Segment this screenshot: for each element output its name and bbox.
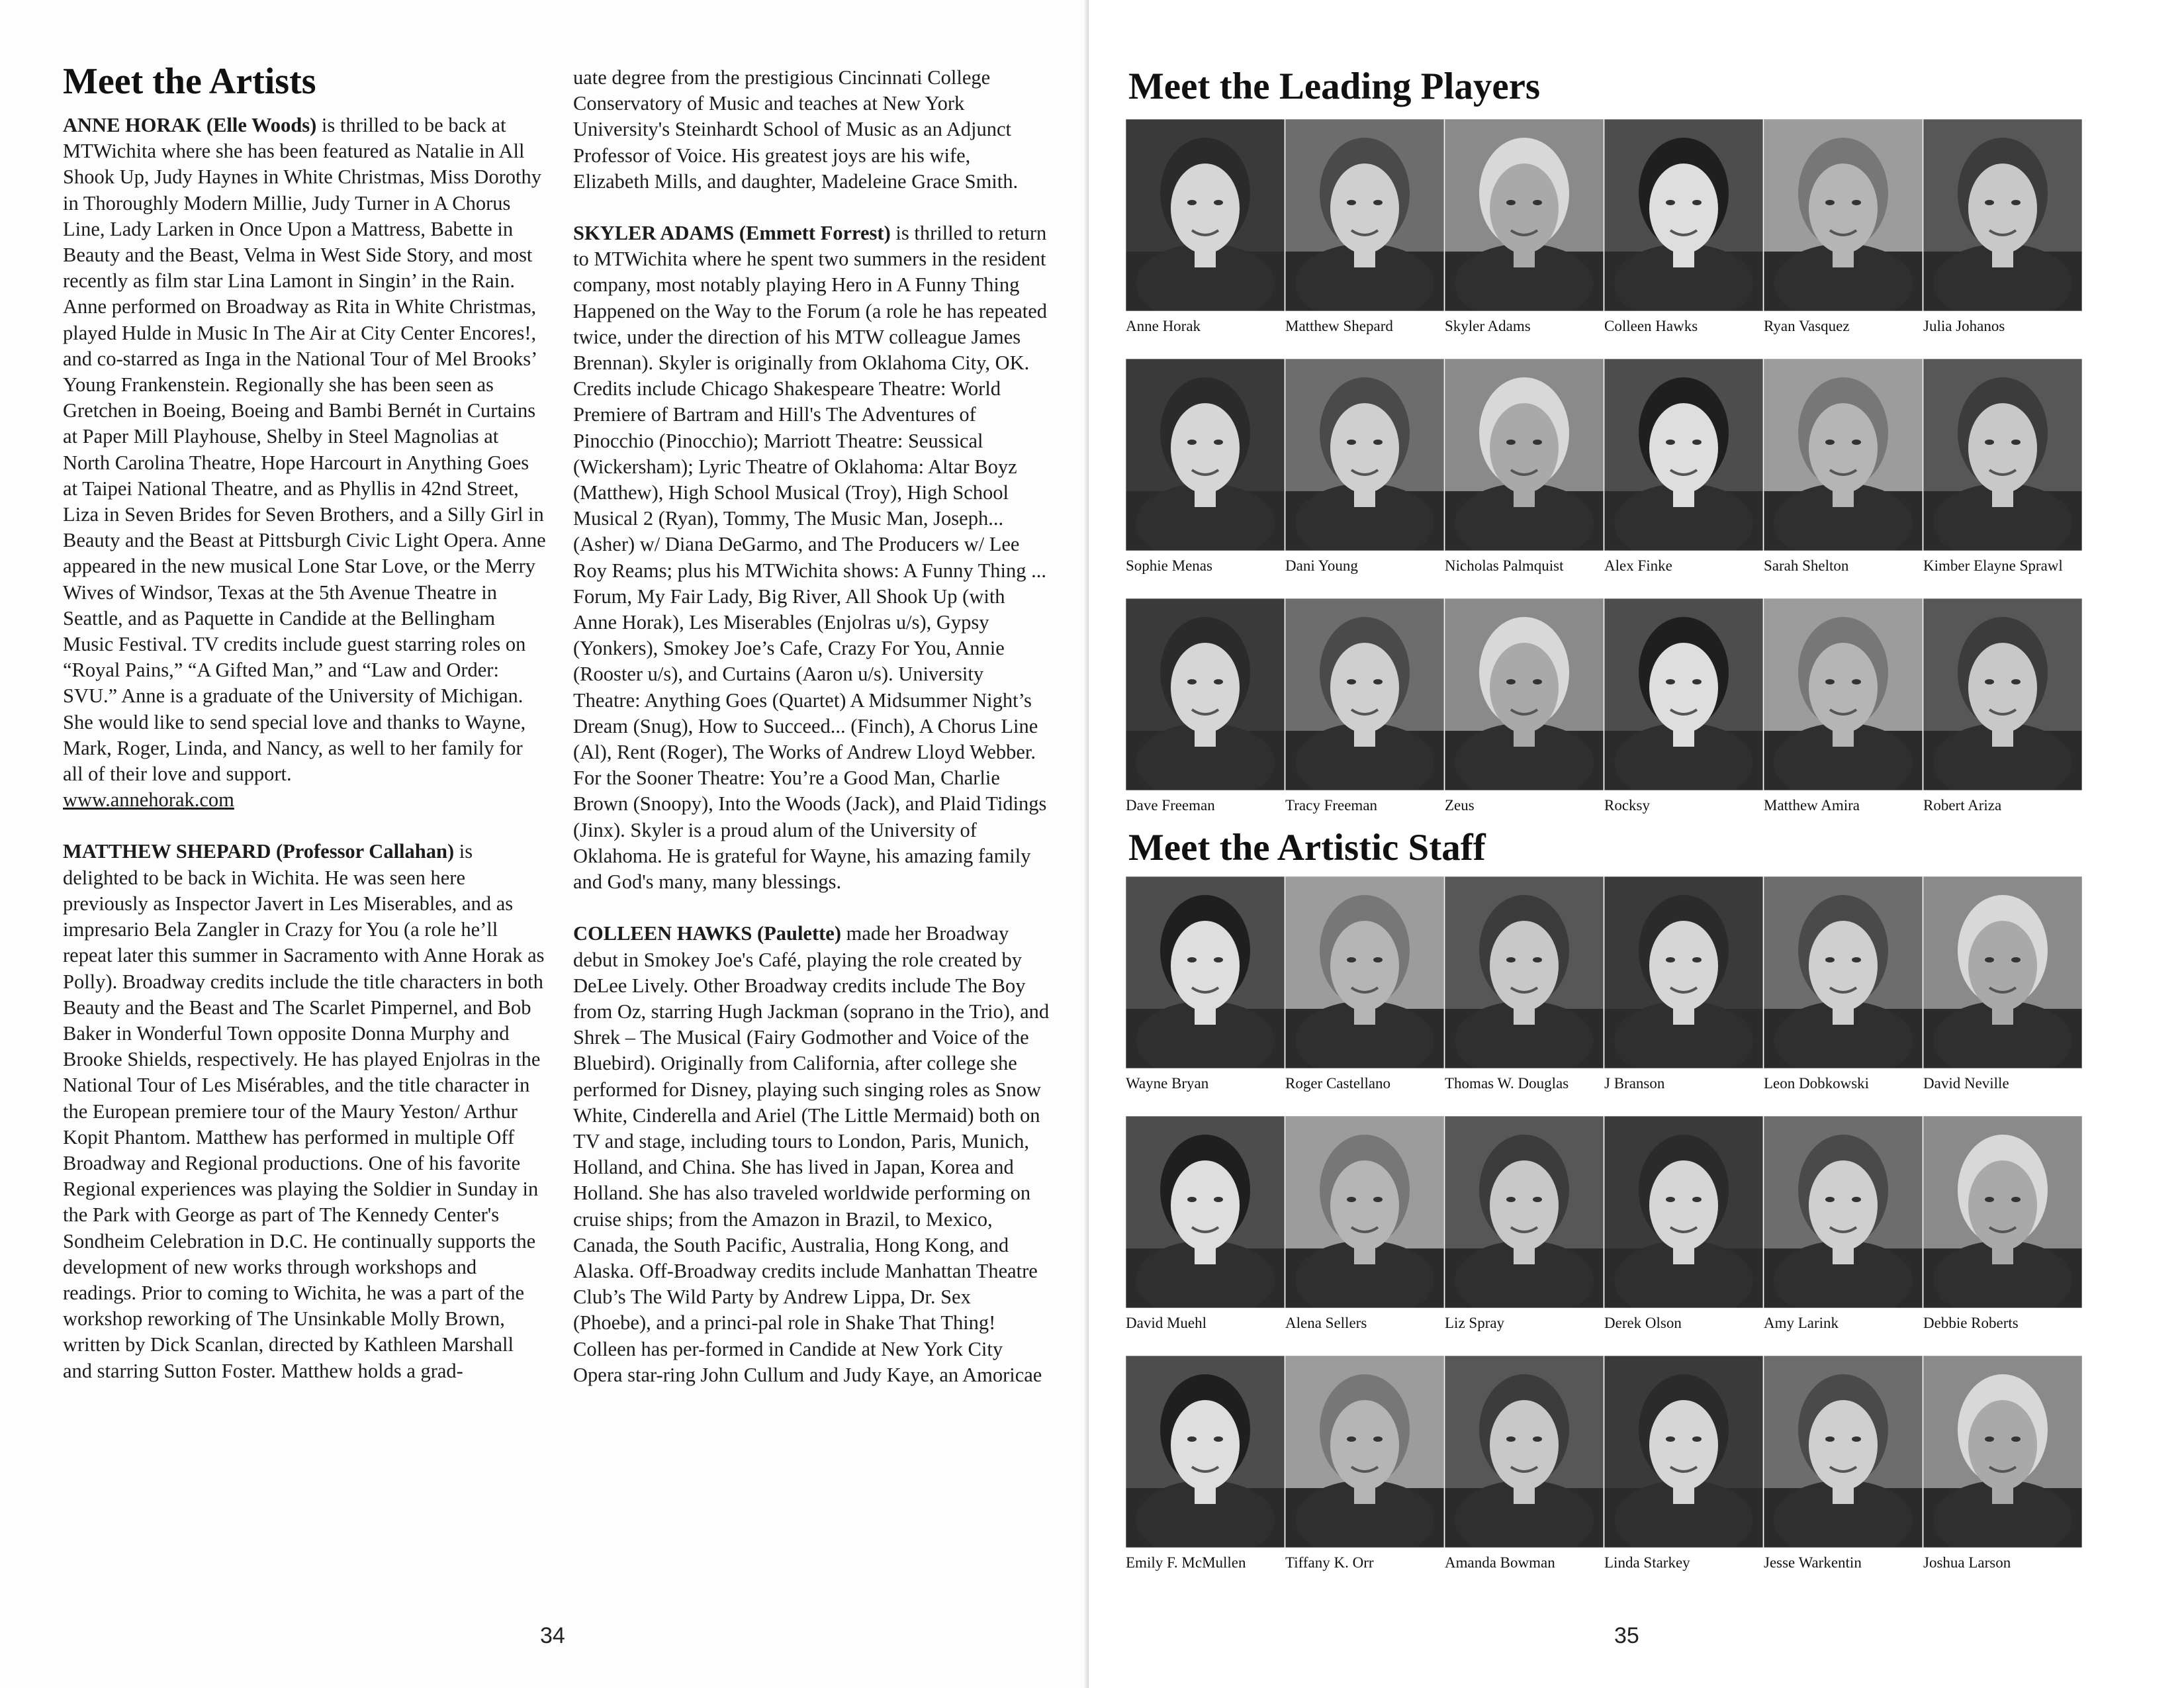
staff-card: [1445, 1116, 1604, 1333]
staff-name-caption: David Muehl: [1126, 1315, 1207, 1331]
staff-name-caption: Linda Starkey: [1604, 1554, 1690, 1571]
website-link[interactable]: www.annehorak.com: [63, 788, 234, 812]
player-name-caption: Rocksy: [1604, 797, 1650, 814]
staff-name-caption: J Branson: [1604, 1075, 1665, 1092]
player-card: [1126, 119, 1285, 336]
page-number-left: 34: [540, 1623, 565, 1648]
staff-headshot: [1445, 876, 1604, 1068]
player-name-caption: Matthew Amira: [1764, 797, 1860, 814]
player-headshot: [1764, 598, 1923, 790]
staff-name-caption: Roger Castellano: [1285, 1075, 1391, 1092]
bio-lead: COLLEEN HAWKS (Paulette): [573, 922, 841, 945]
staff-headshot: [1285, 876, 1444, 1068]
staff-card: [1285, 1356, 1444, 1572]
staff-headshot: [1285, 1356, 1444, 1548]
bio-matthew-shepard: [63, 839, 546, 1383]
staff-card: [1126, 1356, 1285, 1572]
player-card: [1285, 598, 1444, 815]
player-card: [1604, 359, 1763, 575]
staff-name-caption: Thomas W. Douglas: [1445, 1075, 1569, 1092]
player-name-caption: Anne Horak: [1126, 318, 1201, 334]
bio-text: is delighted to be back in Wichita. He was seen here previously as Inspector Javert in Les Miserables, and as impresario Bela Zangler in Crazy for You (a role he’ll repeat later this summer in Sacramento with Anne Horak as Polly). Broadway credits include the title characters in both Beauty and the Beast and The Scarlet Pimpernel, and Bob Baker in Wonderful Town opposite Donna Murphy and Brooke Shields, respectively. He has played Enjolras in the National Tour of Les Misérables, and the title character in the European premiere tour of the Maury Yeston/ Arthur Kopit Phantom. Matthew has performed in multiple Off Broadway and Regional productions. One of his favorite Regional experiences was playing the Soldier in Sunday in the Park with George as part of The Kennedy Center's Sondheim Celebration in D.C. He continually supports the development of new works through workshops and readings. Prior to coming to Wichita, he was a part of the workshop reworking of The Unsinkable Molly Brown, written by Dick Scanlan, directed by Kathleen Marshall and starring Sutton Foster. Matthew holds a grad-: [63, 840, 545, 1382]
staff-headshot: [1764, 876, 1923, 1068]
bio-lead: ANNE HORAK (Elle Woods): [63, 114, 317, 136]
right-page: [1089, 0, 2184, 1688]
bio-text: is thrilled to return to MTWichita where he spent two summers in the resident company, most notably playing Hero in A Funny Thing Happened on the Way to the Forum (a role he has repeated twice, under the direction of his MTW colleague James Brennan). Skyler is originally from Oklahoma City, OK. Credits include Chicago Shakespeare Theatre: World Premiere of Bartram and Hill's The Adventures of Pinocchio (Pinocchio); Marriott Theatre: Seussical (Wickersham); Lyric Theatre of Oklahoma: Altar Boyz (Matthew), High School Musical (Troy), High School Musical 2 (Ryan), Tommy, The Music Man, Joseph... (Asher) w/ Diana DeGarmo, and The Producers w/ Lee Roy Reams; plus his MTWichita shows: A Funny Thing ... Forum, My Fair Lady, Big River, All Shook Up (with Anne Horak), Les Miserables (Enjolras u/s), Gypsy (Yonkers), Smokey Joe’s Cafe, Crazy For You, Annie (Rooster u/s), and Curtains (Aaron u/s). University Theatre: Anything Goes (Quartet) A Midsummer Night’s Dream (Snug), How to Succeed... (Finch), A Chorus Line (Al), Rent (Roger), The Works of Andrew Lloyd Webber. For the Sooner Theatre: You’re a Good Man, Charlie Brown (Snoopy), Into the Woods (Jack), and Plaid Tidings (Jinx). Skyler is a proud alum of the University of Oklahoma. He is grateful for Wayne, his amazing family and God's many, many blessings.: [573, 222, 1048, 894]
staff-headshot: [1923, 1356, 2082, 1548]
bio-lead: MATTHEW SHEPARD (Professor Callahan): [63, 840, 455, 863]
staff-name-caption: Liz Spray: [1445, 1315, 1505, 1331]
player-card: [1923, 359, 2082, 575]
player-headshot: [1126, 598, 1285, 790]
player-headshot: [1923, 598, 2082, 790]
staff-name-caption: Debbie Roberts: [1923, 1315, 2019, 1331]
staff-card: [1764, 876, 1923, 1093]
player-name-caption: Tracy Freeman: [1285, 797, 1378, 814]
player-name-caption: Julia Johanos: [1923, 318, 2005, 334]
staff-card: [1285, 876, 1444, 1093]
staff-name-caption: Emily F. McMullen: [1126, 1554, 1246, 1571]
staff-headshot: [1764, 1116, 1923, 1308]
staff-headshot: [1604, 1356, 1763, 1548]
bio-column-left: [63, 113, 546, 1410]
player-name-caption: Alex Finke: [1604, 557, 1672, 574]
player-card: [1604, 598, 1763, 815]
staff-headshot: [1764, 1356, 1923, 1548]
player-card: [1126, 359, 1285, 575]
staff-card: [1923, 876, 2082, 1093]
bio-text: uate degree from the prestigious Cincinnati College Conservatory of Music and teaches at New York University's Steinhardt School of Music as an Adjunct Professor of Voice. His greatest joys are his wife, Elizabeth Mills, and daughter, Madeleine Grace Smith.: [573, 66, 1019, 193]
player-headshot: [1285, 119, 1444, 311]
player-card: [1764, 359, 1923, 575]
player-headshot: [1445, 119, 1604, 311]
section-title-leading-players: Meet the Leading Players: [1128, 66, 1541, 107]
player-name-caption: Dave Freeman: [1126, 797, 1215, 814]
bio-anne-horak: [63, 113, 546, 813]
player-headshot: [1126, 359, 1285, 551]
player-headshot: [1604, 598, 1763, 790]
player-card: [1445, 359, 1604, 575]
player-headshot: [1445, 598, 1604, 790]
staff-headshot: [1604, 876, 1763, 1068]
player-headshot: [1445, 359, 1604, 551]
section-title-artistic-staff: Meet the Artistic Staff: [1128, 827, 1486, 868]
staff-name-caption: Joshua Larson: [1923, 1554, 2011, 1571]
staff-headshot: [1923, 1116, 2082, 1308]
staff-name-caption: Tiffany K. Orr: [1285, 1554, 1374, 1571]
player-card: [1764, 119, 1923, 336]
player-card: [1285, 119, 1444, 336]
staff-card: [1285, 1116, 1444, 1333]
bio-lead: SKYLER ADAMS (Emmett Forrest): [573, 222, 891, 245]
bio-skyler-adams: [573, 220, 1050, 895]
player-headshot: [1126, 119, 1285, 311]
staff-name-caption: Wayne Bryan: [1126, 1075, 1209, 1092]
player-card: [1604, 119, 1763, 336]
staff-name-caption: Leon Dobkowski: [1764, 1075, 1870, 1092]
staff-card: [1764, 1356, 1923, 1572]
staff-name-caption: Derek Olson: [1604, 1315, 1682, 1331]
player-name-caption: Skyler Adams: [1445, 318, 1531, 334]
staff-card: [1923, 1356, 2082, 1572]
staff-card: [1604, 1116, 1763, 1333]
bio-matthew-shepard-continued: [573, 65, 1050, 195]
left-page: [0, 0, 1089, 1688]
player-card: [1445, 598, 1604, 815]
staff-headshot: [1126, 1356, 1285, 1548]
page-title-artists: Meet the Artists: [63, 61, 316, 102]
player-headshot: [1604, 119, 1763, 311]
player-card: [1445, 119, 1604, 336]
player-name-caption: Sophie Menas: [1126, 557, 1212, 574]
player-card: [1923, 119, 2082, 336]
player-name-caption: Zeus: [1445, 797, 1475, 814]
player-headshot: [1764, 359, 1923, 551]
staff-name-caption: Jesse Warkentin: [1764, 1554, 1862, 1571]
staff-headshot: [1923, 876, 2082, 1068]
player-card: [1764, 598, 1923, 815]
player-name-caption: Colleen Hawks: [1604, 318, 1698, 334]
staff-headshot: [1604, 1116, 1763, 1308]
player-headshot: [1285, 359, 1444, 551]
staff-headshot: [1126, 876, 1285, 1068]
staff-card: [1604, 876, 1763, 1093]
player-name-caption: Sarah Shelton: [1764, 557, 1849, 574]
staff-headshot: [1285, 1116, 1444, 1308]
player-name-caption: Nicholas Palmquist: [1445, 557, 1564, 574]
staff-card: [1126, 1116, 1285, 1333]
staff-headshot: [1126, 1116, 1285, 1308]
player-headshot: [1285, 598, 1444, 790]
staff-headshot: [1445, 1356, 1604, 1548]
staff-name-caption: Amy Larink: [1764, 1315, 1839, 1331]
staff-card: [1445, 1356, 1604, 1572]
player-card: [1923, 598, 2082, 815]
player-name-caption: Dani Young: [1285, 557, 1358, 574]
staff-name-caption: David Neville: [1923, 1075, 2009, 1092]
staff-card: [1445, 876, 1604, 1093]
player-card: [1126, 598, 1285, 815]
bio-column-right: [573, 65, 1050, 1414]
player-name-caption: Matthew Shepard: [1285, 318, 1393, 334]
staff-card: [1923, 1116, 2082, 1333]
bio-text: is thrilled to be back at MTWichita where she has been featured as Natalie in All Shook Up, Judy Haynes in White Christmas, Miss Dorothy in Thoroughly Modern Millie, Judy Turner in A Chorus Line, Lady Larken in Once Upon a Mattress, Babette in Beauty and the Beast, Velma in West Side Story, and most recently as film star Lina Lamont in Singin’ in the Rain. Anne performed on Broadway as Rita in White Christmas, played Hulde in Music In The Air at City Center Encores!, and co-starred as Inga in the National Tour of Mel Brooks’ Young Frankenstein. Regionally she has been seen as Gretchen in Boeing, Boeing and Bambi Bernét in Curtains at Paper Mill Playhouse, Shelby in Steel Magnolias at North Carolina Theatre, Hope Harcourt in Anything Goes at Taipei National Theatre, and as Phyllis in 42nd Street, Liza in Seven Brides for Seven Brothers, and a Silly Girl in Beauty and the Beast at Pittsburgh Civic Light Opera. Anne appeared in the new musical Lone Star Love, or the Merry Wives of Windsor, Texas at the 5th Avenue Theatre in Seattle, and as Paquette in Candide at the Bellingham Music Festival. TV credits include guest starring roles on “Royal Pains,” “A Gifted Man,” and “Law and Order: SVU.” Anne is a graduate of the University of Michigan. She would like to send special love and thanks to Wayne, Mark, Roger, Linda, and Nancy, as well to her family for all of their love and support.: [63, 114, 546, 786]
staff-name-caption: Alena Sellers: [1285, 1315, 1367, 1331]
staff-headshot: [1445, 1116, 1604, 1308]
staff-name-caption: Amanda Bowman: [1445, 1554, 1555, 1571]
player-headshot: [1604, 359, 1763, 551]
player-headshot: [1764, 119, 1923, 311]
player-name-caption: Ryan Vasquez: [1764, 318, 1850, 334]
bio-text: made her Broadway debut in Smokey Joe's Café, playing the role created by DeLee Lively. Other Broadway credits include The Boy from Oz, starring Hugh Jackman (soprano in the Trio), and Shrek – The Musical (Fairy Godmother and Voice of the Bluebird). Originally from California, after college she performed for Disney, playing such singing roles as Snow White, Cinderella and Ariel (The Little Mermaid) both on TV and stage, including tours to London, Paris, Munich, Holland, and China. She has lived in Japan, Korea and Holland. She has also traveled worldwide performing on cruise ships; from the Amazon in Brazil, to Mexico, Canada, the South Pacific, Australia, Hong Kong, and Alaska. Off-Broadway credits include Manhattan Theatre Club’s The Wild Party by Andrew Lippa, Dr. Sex (Phoebe), and a princi-pal role in Shake That Thing! Colleen has per-formed in Candide at New York City Opera star-ring John Cullum and Judy Kaye, an Amoricae: [573, 922, 1050, 1386]
bio-colleen-hawks: [573, 921, 1050, 1388]
page-number-right: 35: [1614, 1623, 1639, 1648]
player-name-caption: Kimber Elayne Sprawl: [1923, 557, 2063, 574]
player-headshot: [1923, 119, 2082, 311]
player-name-caption: Robert Ariza: [1923, 797, 2002, 814]
staff-card: [1604, 1356, 1763, 1572]
staff-card: [1126, 876, 1285, 1093]
player-headshot: [1923, 359, 2082, 551]
player-card: [1285, 359, 1444, 575]
staff-card: [1764, 1116, 1923, 1333]
